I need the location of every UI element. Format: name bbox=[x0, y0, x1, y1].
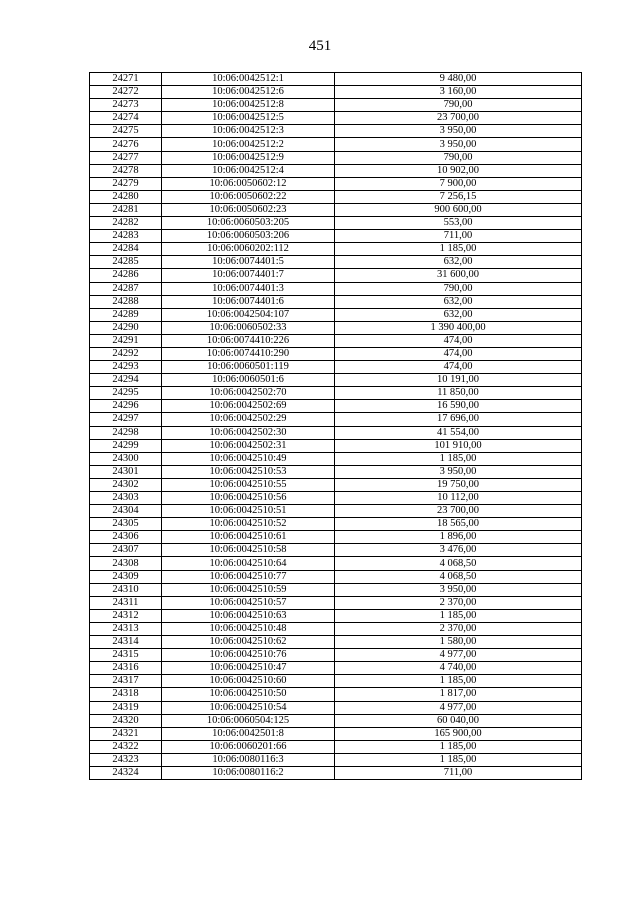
value-cell: 11 850,00 bbox=[335, 387, 582, 400]
record-number-cell: 24291 bbox=[90, 334, 162, 347]
record-number-cell: 24317 bbox=[90, 675, 162, 688]
value-cell: 711,00 bbox=[335, 766, 582, 779]
record-number-cell: 24298 bbox=[90, 426, 162, 439]
record-number-cell: 24286 bbox=[90, 269, 162, 282]
table-row bbox=[90, 544, 582, 557]
value-cell: 632,00 bbox=[335, 256, 582, 269]
table-row bbox=[90, 518, 582, 531]
cadastral-number-cell: 10:06:0060201:66 bbox=[162, 740, 335, 753]
value-cell: 1 185,00 bbox=[335, 452, 582, 465]
value-cell: 632,00 bbox=[335, 308, 582, 321]
value-cell: 474,00 bbox=[335, 347, 582, 360]
cadastral-number-cell: 10:06:0050602:12 bbox=[162, 177, 335, 190]
cadastral-number-cell: 10:06:0080116:3 bbox=[162, 753, 335, 766]
table-row bbox=[90, 99, 582, 112]
table-row bbox=[90, 570, 582, 583]
cadastral-number-cell: 10:06:0042510:57 bbox=[162, 596, 335, 609]
table-row bbox=[90, 400, 582, 413]
cadastral-number-cell: 10:06:0042510:60 bbox=[162, 675, 335, 688]
record-number-cell: 24308 bbox=[90, 557, 162, 570]
table-row bbox=[90, 112, 582, 125]
value-cell: 60 040,00 bbox=[335, 714, 582, 727]
cadastral-number-cell: 10:06:0074401:6 bbox=[162, 295, 335, 308]
value-cell: 4 977,00 bbox=[335, 701, 582, 714]
record-number-cell: 24296 bbox=[90, 400, 162, 413]
record-number-cell: 24322 bbox=[90, 740, 162, 753]
cadastral-number-cell: 10:06:0042502:31 bbox=[162, 439, 335, 452]
table-row bbox=[90, 230, 582, 243]
value-cell: 1 896,00 bbox=[335, 531, 582, 544]
record-number-cell: 24294 bbox=[90, 374, 162, 387]
value-cell: 1 185,00 bbox=[335, 675, 582, 688]
value-cell: 790,00 bbox=[335, 151, 582, 164]
table-row bbox=[90, 413, 582, 426]
cadastral-number-cell: 10:06:0074401:5 bbox=[162, 256, 335, 269]
record-number-cell: 24312 bbox=[90, 609, 162, 622]
value-cell: 3 950,00 bbox=[335, 125, 582, 138]
value-cell: 10 191,00 bbox=[335, 374, 582, 387]
value-cell: 632,00 bbox=[335, 295, 582, 308]
table-row bbox=[90, 256, 582, 269]
value-cell: 19 750,00 bbox=[335, 478, 582, 491]
record-number-cell: 24321 bbox=[90, 727, 162, 740]
record-number-cell: 24306 bbox=[90, 531, 162, 544]
cadastral-number-cell: 10:06:0050602:22 bbox=[162, 190, 335, 203]
cadastral-number-cell: 10:06:0042510:64 bbox=[162, 557, 335, 570]
value-cell: 3 950,00 bbox=[335, 583, 582, 596]
value-cell: 31 600,00 bbox=[335, 269, 582, 282]
record-number-cell: 24292 bbox=[90, 347, 162, 360]
cadastral-number-cell: 10:06:0042504:107 bbox=[162, 308, 335, 321]
cadastral-number-cell: 10:06:0060503:206 bbox=[162, 230, 335, 243]
cadastral-number-cell: 10:06:0042512:4 bbox=[162, 164, 335, 177]
cadastral-number-cell: 10:06:0042510:59 bbox=[162, 583, 335, 596]
table-row bbox=[90, 321, 582, 334]
value-cell: 3 476,00 bbox=[335, 544, 582, 557]
table-row bbox=[90, 596, 582, 609]
value-cell: 3 950,00 bbox=[335, 465, 582, 478]
record-number-cell: 24289 bbox=[90, 308, 162, 321]
value-cell: 165 900,00 bbox=[335, 727, 582, 740]
record-number-cell: 24278 bbox=[90, 164, 162, 177]
value-cell: 790,00 bbox=[335, 99, 582, 112]
table-row bbox=[90, 334, 582, 347]
record-number-cell: 24288 bbox=[90, 295, 162, 308]
value-cell: 1 185,00 bbox=[335, 609, 582, 622]
cadastral-number-cell: 10:06:0074410:226 bbox=[162, 334, 335, 347]
value-cell: 711,00 bbox=[335, 230, 582, 243]
value-cell: 7 256,15 bbox=[335, 190, 582, 203]
record-number-cell: 24297 bbox=[90, 413, 162, 426]
table-row bbox=[90, 86, 582, 99]
table-row bbox=[90, 766, 582, 779]
cadastral-number-cell: 10:06:0042510:58 bbox=[162, 544, 335, 557]
value-cell: 3 950,00 bbox=[335, 138, 582, 151]
record-number-cell: 24281 bbox=[90, 203, 162, 216]
cadastral-number-cell: 10:06:0042510:53 bbox=[162, 465, 335, 478]
registry-table bbox=[89, 72, 582, 780]
value-cell: 41 554,00 bbox=[335, 426, 582, 439]
value-cell: 1 185,00 bbox=[335, 740, 582, 753]
record-number-cell: 24295 bbox=[90, 387, 162, 400]
cadastral-number-cell: 10:06:0060501:6 bbox=[162, 374, 335, 387]
record-number-cell: 24303 bbox=[90, 492, 162, 505]
table-row bbox=[90, 622, 582, 635]
cadastral-number-cell: 10:06:0042510:76 bbox=[162, 649, 335, 662]
table-row bbox=[90, 217, 582, 230]
record-number-cell: 24279 bbox=[90, 177, 162, 190]
table-row bbox=[90, 295, 582, 308]
cadastral-number-cell: 10:06:0042502:69 bbox=[162, 400, 335, 413]
cadastral-number-cell: 10:06:0074401:7 bbox=[162, 269, 335, 282]
table-row bbox=[90, 714, 582, 727]
cadastral-number-cell: 10:06:0060502:33 bbox=[162, 321, 335, 334]
table-row bbox=[90, 727, 582, 740]
value-cell: 4 068,50 bbox=[335, 557, 582, 570]
record-number-cell: 24307 bbox=[90, 544, 162, 557]
cadastral-number-cell: 10:06:0042501:8 bbox=[162, 727, 335, 740]
value-cell: 4 977,00 bbox=[335, 649, 582, 662]
table-row bbox=[90, 269, 582, 282]
record-number-cell: 24302 bbox=[90, 478, 162, 491]
table-row bbox=[90, 308, 582, 321]
table-row bbox=[90, 203, 582, 216]
cadastral-number-cell: 10:06:0042510:51 bbox=[162, 505, 335, 518]
table-row bbox=[90, 675, 582, 688]
record-number-cell: 24276 bbox=[90, 138, 162, 151]
cadastral-number-cell: 10:06:0042510:63 bbox=[162, 609, 335, 622]
cadastral-number-cell: 10:06:0042502:70 bbox=[162, 387, 335, 400]
cadastral-number-cell: 10:06:0042510:62 bbox=[162, 636, 335, 649]
record-number-cell: 24316 bbox=[90, 662, 162, 675]
record-number-cell: 24271 bbox=[90, 73, 162, 86]
record-number-cell: 24324 bbox=[90, 766, 162, 779]
registry-table-body bbox=[90, 73, 582, 780]
table-row bbox=[90, 190, 582, 203]
cadastral-number-cell: 10:06:0042512:6 bbox=[162, 86, 335, 99]
table-row bbox=[90, 662, 582, 675]
value-cell: 4 740,00 bbox=[335, 662, 582, 675]
value-cell: 23 700,00 bbox=[335, 112, 582, 125]
value-cell: 474,00 bbox=[335, 361, 582, 374]
record-number-cell: 24305 bbox=[90, 518, 162, 531]
table-row bbox=[90, 465, 582, 478]
record-number-cell: 24315 bbox=[90, 649, 162, 662]
value-cell: 10 902,00 bbox=[335, 164, 582, 177]
value-cell: 1 185,00 bbox=[335, 243, 582, 256]
value-cell: 23 700,00 bbox=[335, 505, 582, 518]
cadastral-number-cell: 10:06:0042512:1 bbox=[162, 73, 335, 86]
value-cell: 9 480,00 bbox=[335, 73, 582, 86]
value-cell: 18 565,00 bbox=[335, 518, 582, 531]
record-number-cell: 24320 bbox=[90, 714, 162, 727]
cadastral-number-cell: 10:06:0042510:49 bbox=[162, 452, 335, 465]
table-row bbox=[90, 740, 582, 753]
record-number-cell: 24314 bbox=[90, 636, 162, 649]
cadastral-number-cell: 10:06:0060202:112 bbox=[162, 243, 335, 256]
table-row bbox=[90, 164, 582, 177]
cadastral-number-cell: 10:06:0050602:23 bbox=[162, 203, 335, 216]
value-cell: 4 068,50 bbox=[335, 570, 582, 583]
table-row bbox=[90, 557, 582, 570]
cadastral-number-cell: 10:06:0042502:30 bbox=[162, 426, 335, 439]
cadastral-number-cell: 10:06:0074410:290 bbox=[162, 347, 335, 360]
record-number-cell: 24311 bbox=[90, 596, 162, 609]
table-row bbox=[90, 177, 582, 190]
table-row bbox=[90, 73, 582, 86]
table-row bbox=[90, 282, 582, 295]
cadastral-number-cell: 10:06:0042510:48 bbox=[162, 622, 335, 635]
cadastral-number-cell: 10:06:0060504:125 bbox=[162, 714, 335, 727]
table-row bbox=[90, 361, 582, 374]
record-number-cell: 24310 bbox=[90, 583, 162, 596]
table-row bbox=[90, 649, 582, 662]
record-number-cell: 24274 bbox=[90, 112, 162, 125]
value-cell: 900 600,00 bbox=[335, 203, 582, 216]
cadastral-number-cell: 10:06:0042510:52 bbox=[162, 518, 335, 531]
cadastral-number-cell: 10:06:0042510:47 bbox=[162, 662, 335, 675]
cadastral-number-cell: 10:06:0042512:3 bbox=[162, 125, 335, 138]
record-number-cell: 24282 bbox=[90, 217, 162, 230]
cadastral-number-cell: 10:06:0042512:8 bbox=[162, 99, 335, 112]
cadastral-number-cell: 10:06:0060503:205 bbox=[162, 217, 335, 230]
cadastral-number-cell: 10:06:0042510:50 bbox=[162, 688, 335, 701]
record-number-cell: 24273 bbox=[90, 99, 162, 112]
cadastral-number-cell: 10:06:0080116:2 bbox=[162, 766, 335, 779]
record-number-cell: 24318 bbox=[90, 688, 162, 701]
record-number-cell: 24277 bbox=[90, 151, 162, 164]
table-row bbox=[90, 531, 582, 544]
record-number-cell: 24272 bbox=[90, 86, 162, 99]
record-number-cell: 24293 bbox=[90, 361, 162, 374]
cadastral-number-cell: 10:06:0042512:2 bbox=[162, 138, 335, 151]
table-row bbox=[90, 688, 582, 701]
table-row bbox=[90, 753, 582, 766]
table-row bbox=[90, 583, 582, 596]
value-cell: 2 370,00 bbox=[335, 596, 582, 609]
table-row bbox=[90, 701, 582, 714]
table-row bbox=[90, 505, 582, 518]
record-number-cell: 24313 bbox=[90, 622, 162, 635]
cadastral-number-cell: 10:06:0042510:77 bbox=[162, 570, 335, 583]
value-cell: 2 370,00 bbox=[335, 622, 582, 635]
record-number-cell: 24300 bbox=[90, 452, 162, 465]
cadastral-number-cell: 10:06:0074401:3 bbox=[162, 282, 335, 295]
cadastral-number-cell: 10:06:0042512:9 bbox=[162, 151, 335, 164]
value-cell: 1 390 400,00 bbox=[335, 321, 582, 334]
record-number-cell: 24284 bbox=[90, 243, 162, 256]
record-number-cell: 24323 bbox=[90, 753, 162, 766]
record-number-cell: 24275 bbox=[90, 125, 162, 138]
value-cell: 101 910,00 bbox=[335, 439, 582, 452]
value-cell: 790,00 bbox=[335, 282, 582, 295]
record-number-cell: 24280 bbox=[90, 190, 162, 203]
record-number-cell: 24319 bbox=[90, 701, 162, 714]
value-cell: 17 696,00 bbox=[335, 413, 582, 426]
record-number-cell: 24301 bbox=[90, 465, 162, 478]
cadastral-number-cell: 10:06:0042510:55 bbox=[162, 478, 335, 491]
value-cell: 7 900,00 bbox=[335, 177, 582, 190]
cadastral-number-cell: 10:06:0042512:5 bbox=[162, 112, 335, 125]
table-row bbox=[90, 138, 582, 151]
table-row bbox=[90, 374, 582, 387]
record-number-cell: 24290 bbox=[90, 321, 162, 334]
cadastral-number-cell: 10:06:0042510:61 bbox=[162, 531, 335, 544]
cadastral-number-cell: 10:06:0042502:29 bbox=[162, 413, 335, 426]
table-row bbox=[90, 609, 582, 622]
table-row bbox=[90, 452, 582, 465]
value-cell: 16 590,00 bbox=[335, 400, 582, 413]
value-cell: 474,00 bbox=[335, 334, 582, 347]
record-number-cell: 24299 bbox=[90, 439, 162, 452]
table-row bbox=[90, 426, 582, 439]
cadastral-number-cell: 10:06:0060501:119 bbox=[162, 361, 335, 374]
value-cell: 10 112,00 bbox=[335, 492, 582, 505]
table-row bbox=[90, 387, 582, 400]
cadastral-number-cell: 10:06:0042510:56 bbox=[162, 492, 335, 505]
table-row bbox=[90, 439, 582, 452]
value-cell: 1 185,00 bbox=[335, 753, 582, 766]
value-cell: 553,00 bbox=[335, 217, 582, 230]
table-row bbox=[90, 243, 582, 256]
value-cell: 1 817,00 bbox=[335, 688, 582, 701]
record-number-cell: 24283 bbox=[90, 230, 162, 243]
table-row bbox=[90, 125, 582, 138]
record-number-cell: 24304 bbox=[90, 505, 162, 518]
cadastral-number-cell: 10:06:0042510:54 bbox=[162, 701, 335, 714]
value-cell: 3 160,00 bbox=[335, 86, 582, 99]
value-cell: 1 580,00 bbox=[335, 636, 582, 649]
record-number-cell: 24285 bbox=[90, 256, 162, 269]
table-row bbox=[90, 347, 582, 360]
table-row bbox=[90, 478, 582, 491]
table-row bbox=[90, 492, 582, 505]
record-number-cell: 24309 bbox=[90, 570, 162, 583]
table-row bbox=[90, 636, 582, 649]
record-number-cell: 24287 bbox=[90, 282, 162, 295]
page-number: 451 bbox=[308, 38, 332, 54]
table-row bbox=[90, 151, 582, 164]
